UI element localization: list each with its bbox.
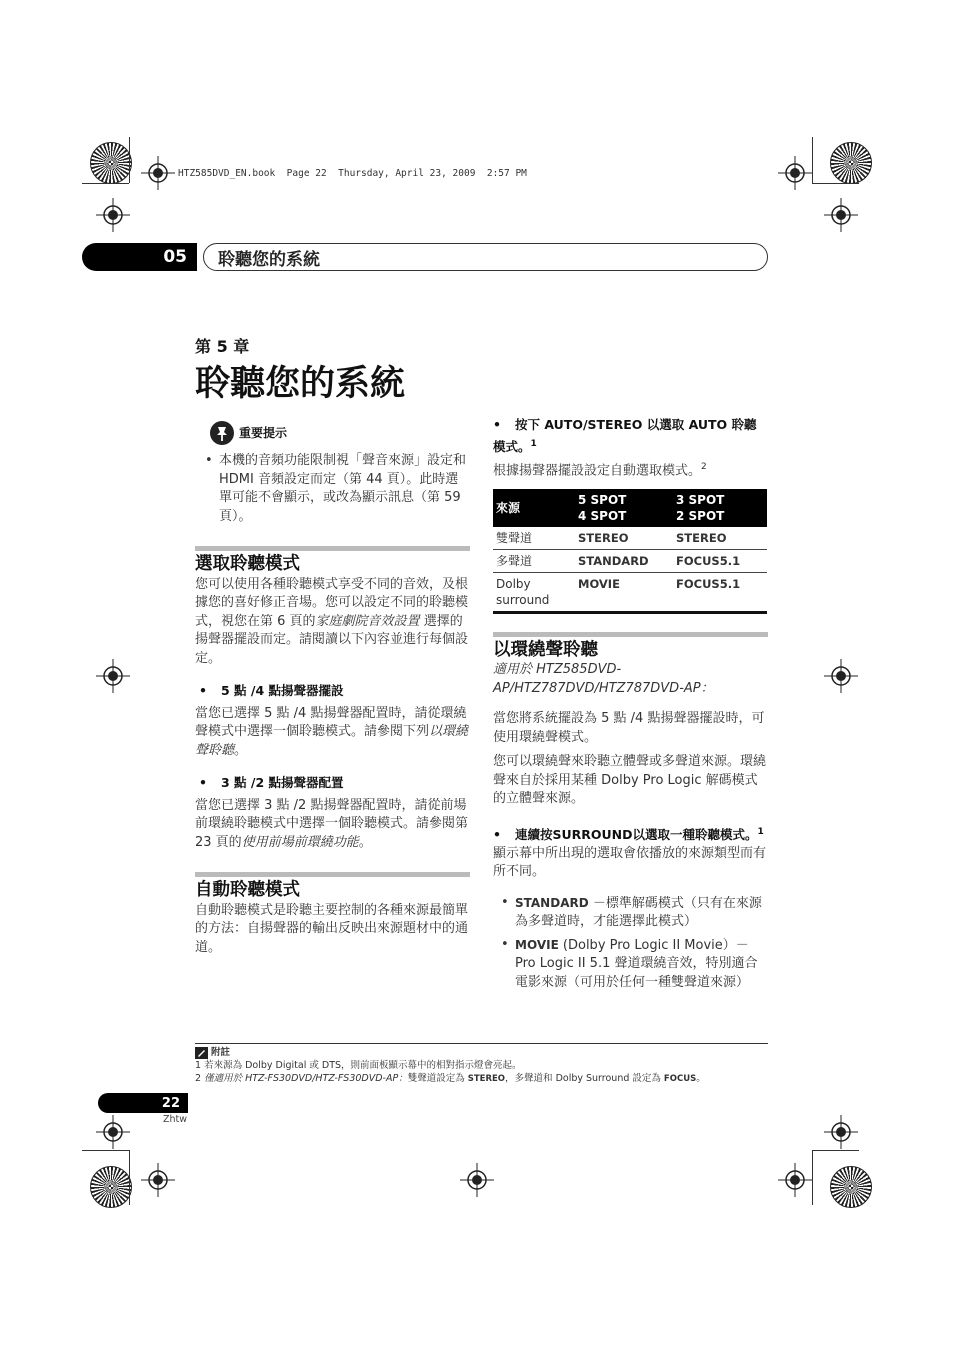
crosshair-icon: [824, 1115, 858, 1149]
important-note-icon: [209, 420, 235, 446]
important-bullet: • 本機的音頻功能限制視「聲音來源」設定和 HDMI 音頻設定而定（第 44 頁）。此時選單可能不會顯示，或改為顯示訊息（第 59 頁）。: [205, 453, 467, 524]
surround-p2: 您可以環繞聲來聆聽立體聲或多聲道來源。環繞聲來自於採用某種 Dolby Pro Logic 解碼模式的立體聲來源。: [493, 754, 767, 807]
footnotes: [195, 1043, 768, 1086]
bullet-heading: • 5 點 /4 點揚聲器擺設: [199, 683, 344, 698]
auto-mode-body: 自動聆聽模式是聆聽主要控制的各種來源最簡單的方法：自揚聲器的輸出反映出來源題材中的通道。: [195, 902, 469, 955]
language-code: Zhtw: [163, 1114, 188, 1125]
chapter-label: 第 5 章: [195, 337, 250, 356]
crosshair-icon: [141, 156, 175, 190]
crosshair-icon: [96, 1115, 130, 1149]
section-title: 選取聆聽模式: [195, 554, 300, 574]
section-surround: [493, 632, 768, 992]
table-row: 雙聲道 STEREO STEREO: [493, 527, 767, 550]
crosshair-icon: [778, 156, 812, 190]
note-pencil-icon: [195, 1047, 208, 1059]
table-header-row: [493, 489, 767, 527]
surround-mode-standard: • STANDARD －標準解碼模式（只有在來源為多聲道時，才能選擇此模式）: [501, 894, 762, 930]
section-auto-mode: [195, 872, 470, 957]
crosshair-icon: [460, 1163, 494, 1197]
print-header: HTZ585DVD_EN.book Page 22 Thursday, April 23, 2009 2:57 PM: [178, 168, 527, 179]
registration-ring-icon: [90, 142, 132, 184]
crosshair-icon: [96, 659, 130, 693]
footnote-1: 1 若來源為 Dolby Digital 或 DTS，則前面板顯示幕中的相對指示燈會亮起。: [195, 1060, 522, 1071]
table-header: 來源: [493, 489, 575, 527]
auto-stereo-instruction: • 按下 AUTO/STEREO 以選取 AUTO 聆聽模式。$^1$: [493, 417, 757, 454]
auto-stereo-body: 根據揚聲器擺設設定自動選取模式。$^2$: [493, 462, 707, 479]
table-row: Dolby surround MOVIE FOCUS5.1: [493, 572, 767, 612]
registration-ring-icon: [830, 142, 872, 184]
section-title: 以環繞聲聆聽: [493, 639, 598, 660]
running-header: [203, 243, 768, 271]
crosshair-icon: [824, 659, 858, 693]
running-header-title: 聆聽您的系統: [218, 249, 320, 270]
important-label: 重要提示: [239, 425, 288, 440]
section-title: 自動聆聽模式: [195, 880, 300, 900]
bullet-heading: • 3 點 /2 點揚聲器配置: [199, 775, 344, 790]
bullet-body: 當您已選擇 3 點 /2 點揚聲器配置時，請從前場前環繞聆聽模式中選擇一個聆聽模式。請參閱第 23 頁的使用前場前環繞功能。: [195, 797, 469, 850]
notes-heading: 附註: [195, 1046, 768, 1059]
page-number: 22: [98, 1093, 188, 1113]
table-row: 多聲道 STANDARD FOCUS5.1: [493, 549, 767, 572]
chapter-number-badge: 05: [82, 243, 197, 271]
page-title: 聆聽您的系統: [195, 364, 406, 404]
crosshair-icon: [141, 1163, 175, 1197]
source-mode-table: [493, 489, 767, 614]
crosshair-icon: [96, 198, 130, 232]
table-header: 3 SPOT 2 SPOT: [673, 489, 767, 527]
registration-ring-icon: [90, 1166, 132, 1208]
surround-bullet-body: 顯示幕中所出現的選取會依播放的來源類型而有所不同。: [493, 845, 767, 880]
right-column: [493, 416, 768, 992]
surround-instruction: • 連續按SURROUND以選取一種聆聽模式。$^1$: [493, 826, 764, 843]
surround-p1: 當您將系統擺設為 5 點 /4 點揚聲器擺設時，可使用環繞聲模式。: [493, 711, 765, 745]
surround-applies: 適用於 HTZ585DVD-AP/HTZ787DVD/HTZ787DVD-AP：: [493, 662, 714, 696]
crosshair-icon: [824, 198, 858, 232]
footnote-2: 2 僅適用於 HTZ-FS30DVD/HTZ-FS30DVD-AP：雙聲道設定為 STEREO，多聲道和 Dolby Surround 設定為 FOCUS。: [195, 1073, 706, 1084]
section-listening-mode: [195, 546, 470, 852]
registration-ring-icon: [830, 1166, 872, 1208]
table-header: 5 SPOT 4 SPOT: [575, 489, 673, 527]
bullet-body: 當您已選擇 5 點 /4 點揚聲器配置時，請從環繞聲模式中選擇一個聆聽模式。請參閱下列以環繞聲聆聽。: [195, 705, 469, 758]
surround-mode-movie: • MOVIE (Dolby Pro Logic II Movie）－ Pro Logic II 5.1 聲道環繞音效，特別適合電影來源（可用於任何一種雙聲道來源）: [501, 936, 758, 990]
left-column: [195, 420, 470, 957]
listening-mode-intro: 您可以使用各種聆聽模式享受不同的音效，及根據您的喜好修正音場。您可以設定不同的聆聽模式，視您在第 6 頁的家庭劇院音效設置 選擇的揚聲器擺設而定。請閱讀以下內容並進行每個設定。: [195, 576, 469, 666]
crosshair-icon: [778, 1163, 812, 1197]
important-heading: [209, 420, 470, 446]
